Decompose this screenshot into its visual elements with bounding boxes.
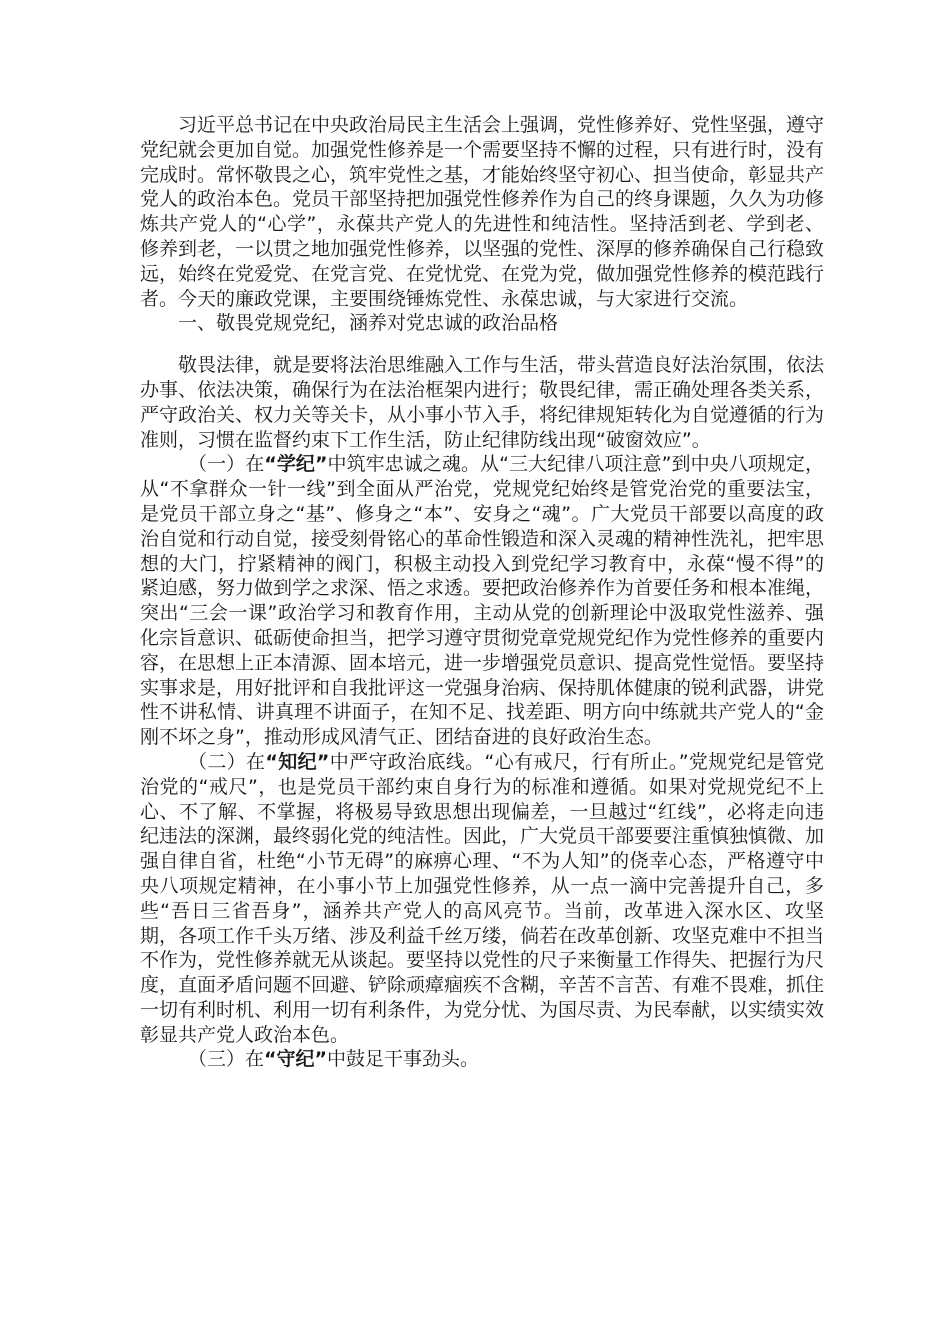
subsection-2-number: （二）在: [188, 750, 266, 773]
subsection-3-text: 中鼓足干事劲头。: [327, 1048, 480, 1071]
section-heading: 一、敬畏党规党纪，涵养对党忠诚的政治品格: [178, 312, 559, 335]
subsection-2-text: 中严守政治底线。“心有戒尺，行有所止。”党规党纪是管党治党的“戒尺”，也是党员干部约束自身行为的标准和遵循。如果对党规党纪不上心、不了解、不掌握，将极易导致思想出现偏差，一旦越过“红线”，必将走向违纪违法的深渊，最终弱化党的纯洁性。因此，广大党员干部要要注重慎独慎微、加强自律自省，杜绝“小节无碍”的麻痹心理、“不为人知”的侥幸心态，严格遵守中央八项规定精神，在小事小节上加强党性修养，从一点一滴中完善提升自己，多些“吾日三省吾身”，涵养共产党人的高风亮节。当前，改革进入深水区、攻坚期，各项工作千头万绪、涉及利益千丝万缕，倘若在改革创新、攻坚克难中不担当不作为，党性修养就无从谈起。要坚持以党性的尺子来衡量工作得失、把握行为尺度，直面矛盾问题不回避、铲除顽瘴痼疾不含糊，辛苦不言苦、有难不畏难，抓住一切有利时机、利用一切有利条件，为党分忧、为国尽责、为民奉献，以实绩实效彰显共产党人政治本色。: [140, 750, 825, 1046]
subsection-1-number: （一）在: [188, 453, 265, 476]
subsection-1-paragraph: [140, 452, 824, 750]
subsection-1-keyword: “学纪”: [264, 453, 328, 476]
subsection-2-paragraph: [140, 750, 824, 1048]
intro-paragraph: 习近平总书记在中央政治局民主生活会上强调，党性修养好、党性坚强，遵守党纪就会更加自觉。加强党性修养是一个需要坚持不懈的过程，只有进行时，没有完成时。常怀敬畏之心，筑牢党性之基，才能始终坚守初心、担当使命，彰显共产党人的政治本色。党员干部坚持把加强党性修养作为自己的终身课题，久久为功修炼共产党人的“心学”，永葆共产党人的先进性和纯洁性。坚持活到老、学到老、修养到老，一以贯之地加强党性修养，以坚强的党性、深厚的修养确保自己行稳致远，始终在党爱党、在党言党、在党忧党、在党为党，做加强党性修养的模范践行者。今天的廉政党课，主要围绕锤炼党性、永葆忠诚，与大家进行交流。: [140, 114, 825, 310]
section-body-paragraph: 敬畏法律，就是要将法治思维融入工作与生活，带头营造良好法治氛围，依法办事、依法决策，确保行为在法治框架内进行；敬畏纪律，需正确处理各类关系，严守政治关、权力关等关卡，从小事小节入手，将纪律规矩转化为自觉遵循的行为准则，习惯在监督约束下工作生活，防止纪律防线出现“破窗效应”。: [140, 354, 825, 451]
subsection-1-text: 中筑牢忠诚之魂。从“三大纪律八项注意”到中央八项规定，从“不拿群众一针一线”到全面从严治党，党规党纪始终是管党治党的重要法宝，是党员干部立身之“基”、修身之“本”、安身之“魂”。广大党员干部要以高度的政治自觉和行动自觉，接受刻骨铭心的革命性锻造和深入灵魂的精神性洗礼，把牢思想的大门，拧紧精神的阀门，积极主动投入到党纪学习教育中，永葆“慢不得”的紧迫感，努力做到学之求深、悟之求透。要把政治修养作为首要任务和根本准绳，突出“三会一课”政治学习和教育作用，主动从党的创新理论中汲取党性滋养、强化宗旨意识、砥砺使命担当，把学习遵守贯彻党章党规党纪作为党性修养的重要内容，在思想上正本清源、固本培元，进一步增强党员意识、提高党性觉悟。要坚持实事求是，用好批评和自我批评这一党强身治病、保持肌体健康的锐利武器，讲党性不讲私情、讲真理不讲面子，在知不足、找差距、明方向中练就共产党人的“金刚不坏之身”，推动形成风清气正、团结奋进的良好政治生态。: [140, 453, 825, 749]
document-page: [140, 113, 824, 1072]
subsection-3-paragraph: [140, 1047, 824, 1072]
subsection-3-number: （三）在: [188, 1048, 265, 1071]
subsection-2-keyword: “知纪”: [265, 750, 330, 773]
subsection-3-keyword: “守纪”: [264, 1048, 327, 1071]
